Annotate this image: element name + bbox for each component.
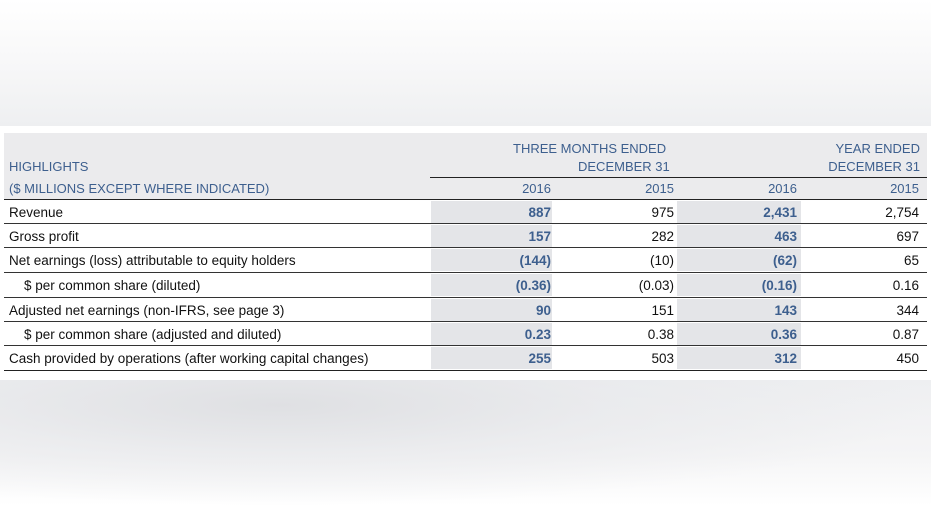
cell-revenue-y2015: 2,754 <box>885 205 919 220</box>
background-bottom <box>0 380 931 506</box>
cell-cash-from-operations-q2016: 255 <box>528 351 551 366</box>
cell-eps-adjusted-q2015: 0.38 <box>647 327 674 342</box>
group-header-year-line1: YEAR ENDED <box>835 141 920 156</box>
cell-adjusted-net-earnings-y2016: 143 <box>774 303 797 318</box>
column-header-q-2015: 2015 <box>645 181 674 196</box>
row-label-revenue: Revenue <box>9 205 64 220</box>
table-title: HIGHLIGHTS <box>9 159 89 174</box>
row-label-eps-diluted: $ per common share (diluted) <box>24 278 201 293</box>
cell-revenue-q2015: 975 <box>651 205 674 220</box>
cell-revenue-y2016: 2,431 <box>763 205 797 220</box>
cell-eps-adjusted-y2015: 0.87 <box>892 327 919 342</box>
cell-gross-profit-y2015: 697 <box>896 229 919 244</box>
cell-net-earnings-y2015: 65 <box>903 253 919 268</box>
cell-eps-adjusted-q2016: 0.23 <box>524 327 551 342</box>
row-rule <box>4 297 927 298</box>
cell-net-earnings-q2015: (10) <box>649 253 674 268</box>
row-rule <box>4 223 927 224</box>
table-bottom-rule <box>4 370 927 371</box>
row-label-eps-adjusted: $ per common share (adjusted and diluted) <box>24 327 282 342</box>
column-header-y-2015: 2015 <box>890 181 919 196</box>
cell-cash-from-operations-y2016: 312 <box>774 351 797 366</box>
cell-adjusted-net-earnings-q2015: 151 <box>651 303 674 318</box>
cell-gross-profit-q2015: 282 <box>651 229 674 244</box>
table-subtitle: ($ MILLIONS EXCEPT WHERE INDICATED) <box>9 181 270 196</box>
row-label-cash-from-operations: Cash provided by operations (after working capital changes) <box>9 351 369 366</box>
background-top <box>0 0 931 126</box>
cell-eps-diluted-q2015: (0.03) <box>638 278 674 293</box>
cell-net-earnings-y2016: (62) <box>772 253 797 268</box>
row-rule <box>4 321 927 322</box>
row-rule <box>4 247 927 248</box>
row-label-gross-profit: Gross profit <box>9 229 79 244</box>
cell-eps-diluted-y2015: 0.16 <box>892 278 919 293</box>
column-header-q-2016: 2016 <box>522 181 551 196</box>
group-header-year-line2: DECEMBER 31 <box>828 159 920 174</box>
cell-net-earnings-q2016: (144) <box>519 253 551 268</box>
cell-cash-from-operations-y2015: 450 <box>896 351 919 366</box>
row-label-adjusted-net-earnings: Adjusted net earnings (non-IFRS, see page 3) <box>9 303 285 318</box>
cell-eps-diluted-q2016: (0.36) <box>515 278 551 293</box>
cell-cash-from-operations-q2015: 503 <box>651 351 674 366</box>
cell-eps-adjusted-y2016: 0.36 <box>770 327 797 342</box>
row-rule <box>4 272 927 273</box>
group-header-three-months-line2: DECEMBER 31 <box>578 159 670 174</box>
cell-gross-profit-q2016: 157 <box>528 229 551 244</box>
header-bottom-rule <box>4 199 927 200</box>
cell-adjusted-net-earnings-y2015: 344 <box>896 303 919 318</box>
highlights-table <box>4 133 927 378</box>
row-label-net-earnings: Net earnings (loss) attributable to equity holders <box>9 253 296 268</box>
header-rule <box>430 177 927 178</box>
cell-eps-diluted-y2016: (0.16) <box>761 278 797 293</box>
cell-adjusted-net-earnings-q2016: 90 <box>535 303 551 318</box>
group-header-three-months-line1: THREE MONTHS ENDED <box>513 141 667 156</box>
row-rule <box>4 345 927 346</box>
column-header-y-2016: 2016 <box>768 181 797 196</box>
cell-revenue-q2016: 887 <box>528 205 551 220</box>
cell-gross-profit-y2016: 463 <box>774 229 797 244</box>
